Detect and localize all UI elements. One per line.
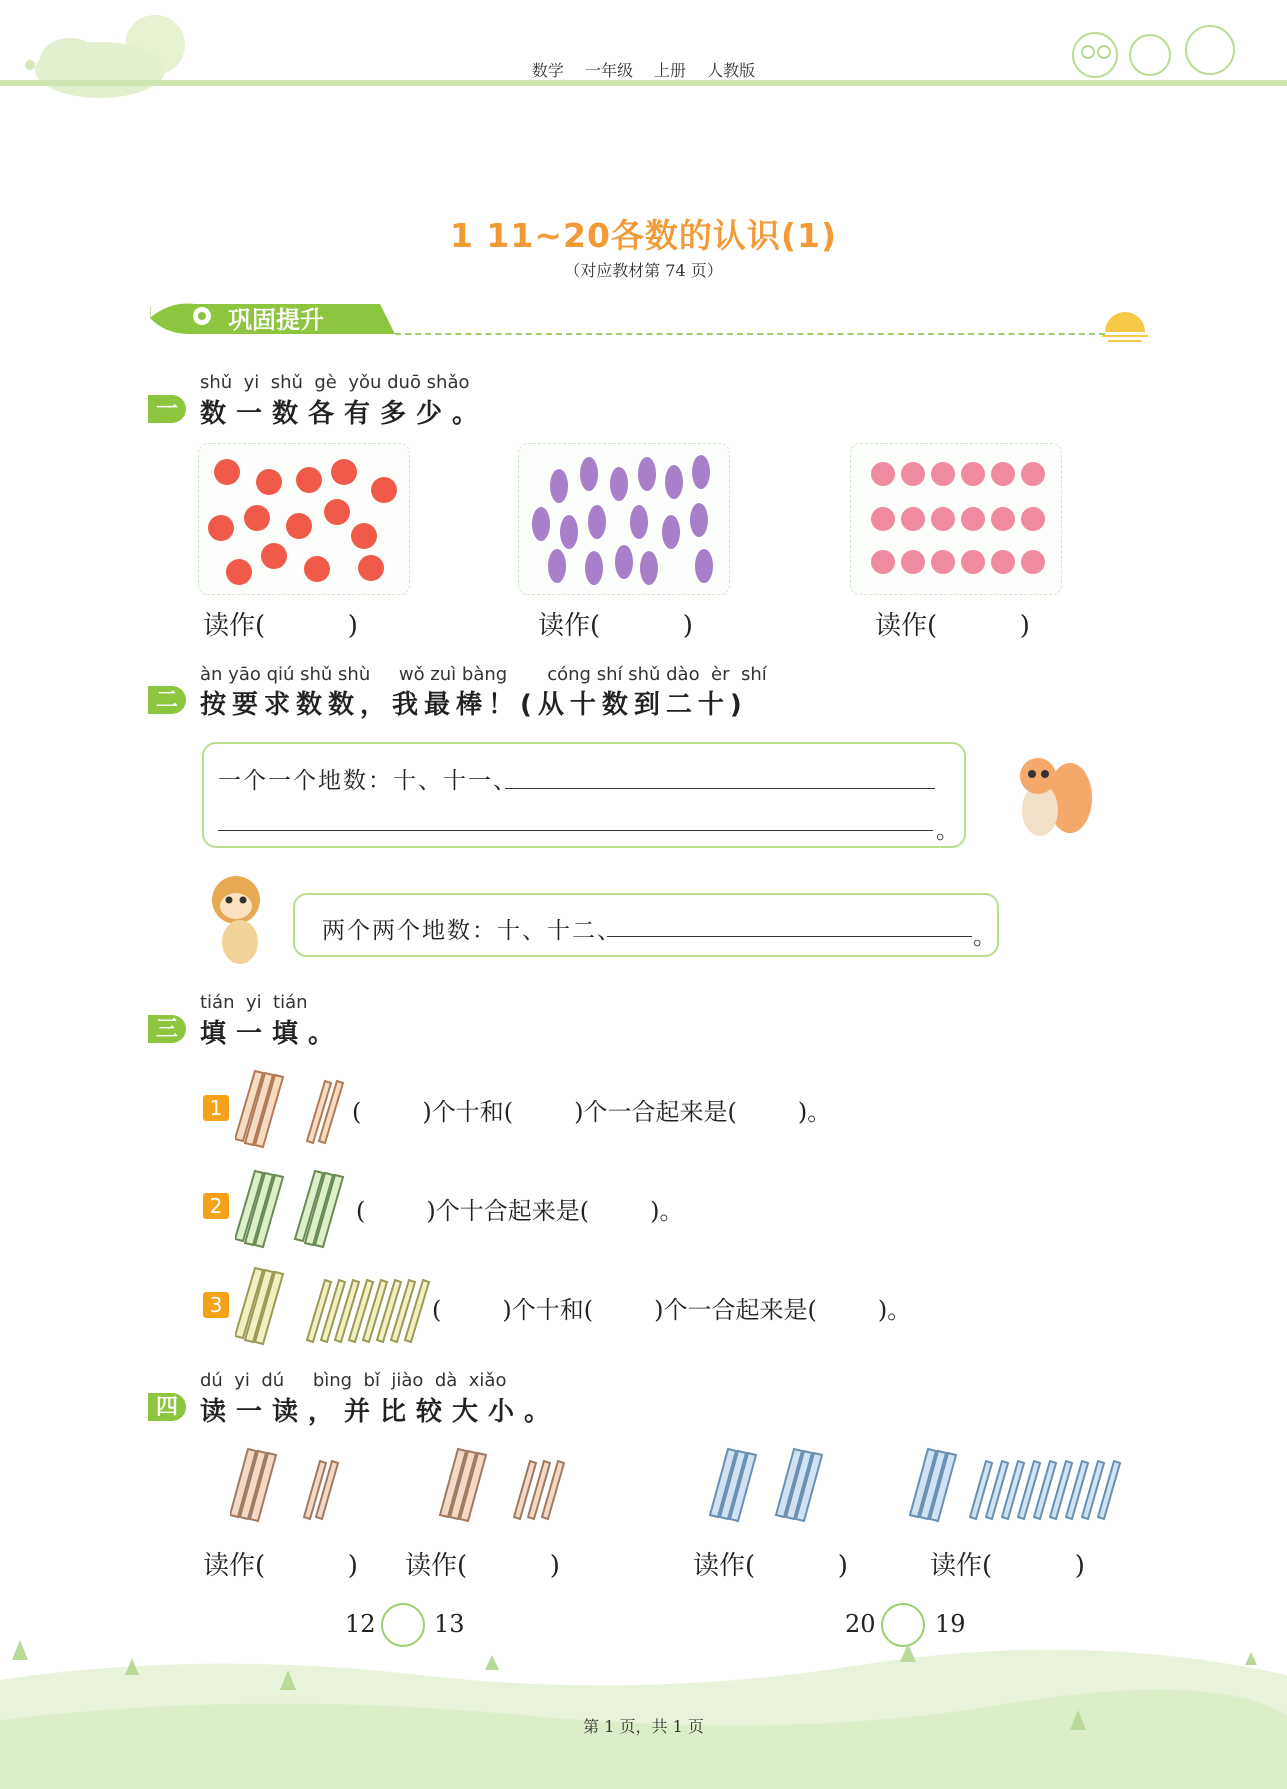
compare-2-left: 20 [845,1610,876,1638]
header-subject: 数学 [531,61,564,80]
read-as-apples: 读作( ) [203,611,358,641]
section-1-badge: 一 [148,395,186,423]
count-by-ones-bubble [202,742,966,848]
read-as-flowers: 读作( ) [875,611,1030,641]
section-4-question: 读一读，并比较大小。 [200,1397,561,1427]
page-footer: 第 1 页，共 1 页 [583,1717,704,1736]
section-2-badge: 二 [148,686,186,714]
fill-item-3-text: ( )个十和( )个一合起来是( )。 [432,1296,912,1324]
compare-1-right: 13 [434,1610,465,1638]
sunset-icon [1100,312,1150,346]
section-banner: 巩固提升 [228,306,324,334]
count-by-ones-line-1 [505,788,935,789]
flowers-picture [850,443,1062,595]
hills-background [0,1620,1287,1789]
page-title: 1 11~20各数的认识(1) [449,216,838,255]
count-by-ones-period: 。 [936,818,961,844]
section-3-badge: 三 [148,1015,186,1043]
banner-dashed-line [395,333,1105,335]
header-decoration [0,0,1287,110]
two-stick-bundles-icon [235,1165,355,1250]
section-3-pinyin: tián yi tián [200,992,308,1013]
count-by-twos-label: 两个两个地数：十、十二、 [322,918,622,944]
read-as-group-1: 读作( ) [203,1551,358,1581]
section-1-pinyin: shǔ yi shǔ gè yǒu duō shǎo [200,372,470,393]
read-as-group-4: 读作( ) [930,1551,1085,1581]
read-as-group-3: 读作( ) [693,1551,848,1581]
stick-bundle-icon [235,1065,355,1150]
eggplants-picture [518,443,730,595]
stick-groups-icon [230,1445,1150,1525]
apple-icons [199,444,409,594]
header-volume: 上册 [654,61,687,80]
fill-item-1-number: 1 [203,1095,229,1121]
count-by-twos-line [607,936,972,937]
section-4-badge: 四 [148,1393,186,1421]
section-3-question: 填一填。 [200,1019,345,1049]
fill-item-2-text: ( )个十合起来是( )。 [356,1197,684,1225]
section-1-question: 数一数各有多少。 [200,399,489,429]
apples-picture [198,443,410,595]
section-2-question: 按要求数数，我最棒！(从十数到二十) [200,690,748,720]
page-subtitle: （对应教材第 74 页） [564,261,723,280]
count-by-twos-period: 。 [973,924,998,950]
read-as-eggplants: 读作( ) [538,611,693,641]
fill-item-2-number: 2 [203,1193,229,1219]
header-edition: 人教版 [707,61,756,80]
squirrel-icon [1000,748,1095,848]
count-by-ones-label: 一个一个地数：十、十一、 [218,768,518,794]
flower-icons [851,444,1061,594]
eggplant-icons [519,444,729,594]
compare-2-right: 19 [935,1610,966,1638]
section-2-pinyin: àn yāo qiú shǔ shù wǒ zuì bàng cóng shí shǔ dào èr shí [200,664,767,685]
fill-item-3-number: 3 [203,1292,229,1318]
bundle-and-sticks-icon [235,1262,435,1347]
count-by-ones-line-2 [218,830,933,831]
read-as-group-2: 读作( ) [405,1551,560,1581]
header-info [0,58,1287,81]
section-4-pinyin: dú yi dú bìng bǐ jiào dà xiǎo [200,1370,507,1391]
header-grade: 一年级 [584,61,633,80]
compare-1-left: 12 [345,1610,376,1638]
fill-item-1-text: ( )个十和( )个一合起来是( )。 [352,1098,832,1126]
monkey-icon [198,870,276,970]
